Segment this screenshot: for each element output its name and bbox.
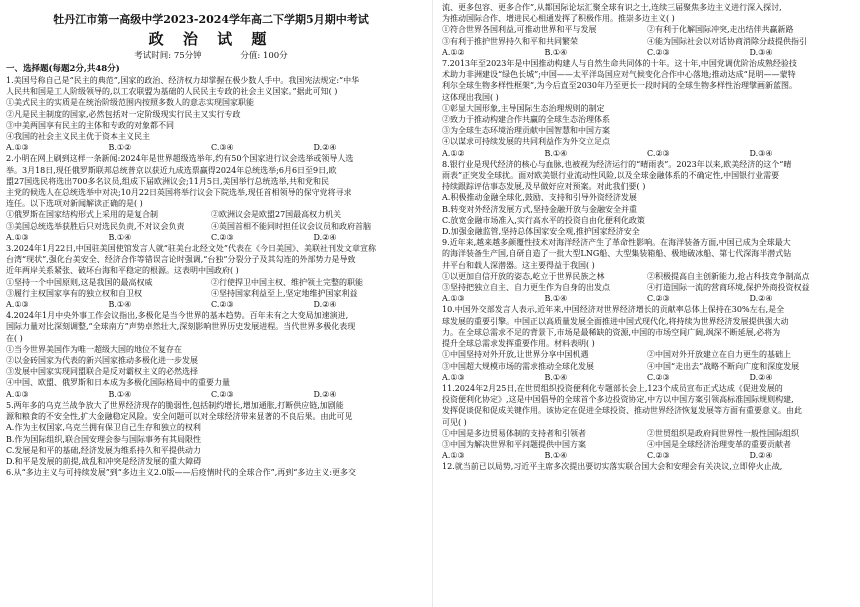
choice-c: C.②③ <box>211 389 234 399</box>
choice-a: A.作为主权国家,乌克兰拥有保卫自己生存和独立的权利 <box>6 423 201 433</box>
choice-c: C.②③ <box>647 148 670 158</box>
choice-d: D.②④ <box>749 372 773 382</box>
question-8 <box>442 159 852 237</box>
question-1 <box>6 75 416 153</box>
question-line: 主党的候选人在总统选举中对决;10月22日英国将举行议会下院选举,现任首相领导的保守党将寻求 <box>6 188 352 198</box>
question-line: 投资便利化协定》,这是中国倡导的全球首个多边投资协定,中方以中国方案引领高标准国际规则构建, <box>442 395 794 405</box>
question-3 <box>6 243 416 310</box>
school-title: 牡丹江市第一高级中学2023-2024学年高二下学期5月期中考试 <box>53 13 369 26</box>
choice-d: D.③④ <box>749 148 773 158</box>
statement-line: ②以金砖国家为代表的新兴国家推动多极化进一步发展 <box>6 356 198 366</box>
statement: ①俄罗斯在国家结构形式上采用的是复合制 <box>6 210 158 220</box>
column-divider <box>432 0 433 607</box>
question-line: 8.银行业是现代经济的核心与血脉,也被视为经济运行的“晴雨表”。2023年以来,欧美经济的这个“晴 <box>442 159 792 169</box>
statement-line: ①当今世界美国作为唯一超级大国的地位不复存在 <box>6 344 182 354</box>
choice-d: D.②④ <box>313 300 337 310</box>
choice-a: A.①③ <box>442 372 465 382</box>
statement: ①中国坚持对外开放,让世界分享中国机遇 <box>442 350 589 360</box>
statement: ③有利于推护世界持久和平和共同繁荣 <box>442 36 578 46</box>
question-4 <box>6 310 416 400</box>
statement-grid <box>442 428 852 450</box>
question-2 <box>6 153 416 243</box>
question-line: 这体现出我国( ) <box>442 92 499 102</box>
question-line: 3.2024年1月22日,中国驻美国使馆发言人就“驻美台北经文处”代表在《今日美国》、美联社刊发文章宣称 <box>6 244 376 254</box>
question-line: 利尔全球生物多样性框架”,为今后直至2030年乃至更长一段时间的全球生物多样性治理擘画新蓝图。 <box>442 81 797 91</box>
choice-a: A.①③ <box>6 300 29 310</box>
answer-choices <box>442 450 852 461</box>
question-line: 可见( ) <box>442 417 467 427</box>
statement: ②积极提高自主创新能力,抢占科技竞争制高点 <box>647 271 810 281</box>
choice-b: B.①④ <box>544 148 568 158</box>
choice-a: A.①③ <box>6 143 29 153</box>
question-line: 台湾“现状”,强化台美安全、经济合作等错误言论时强调,“台独”分裂分子及其勾连的外部势力是导致 <box>6 255 356 265</box>
question-6 <box>6 467 416 478</box>
subject-title: 政 治 试 题 <box>148 30 274 48</box>
choice-b: B.作为国际组织,联合国安理会参与国际事务有其局限性 <box>6 434 201 444</box>
choice-c: C.③④ <box>211 143 234 153</box>
statement-grid <box>442 349 852 371</box>
statement: ①符合世界各国利益,可推动世界和平与发展 <box>442 25 597 35</box>
choice-a: A.①② <box>442 148 465 158</box>
question-line: 持续跟踪评估事态发展,及早做好应对预案。对此我们要( ) <box>442 182 646 192</box>
statement-line: ④中国、欧盟、俄罗斯和日本成为多极化国际格局中的重要力量 <box>6 378 230 388</box>
answer-choices <box>442 148 852 159</box>
question-line: 1.美国号称自己是“民主的典范”,国家的政治、经济权力却掌握在极少数人手中。我国宪法规定:“中华 <box>6 76 360 85</box>
question-7 <box>442 58 852 159</box>
choice-a: A.①③ <box>6 232 29 242</box>
question-line: 2.小明在网上刷到这样一条新闻:2024年是世界超级选举年,约有50个国家进行议会选举或领导人选 <box>6 154 354 164</box>
statement-line: ②凡是民主制度的国家,必然包括对一定阶级现实行民主又实行专政 <box>6 109 241 119</box>
statement-line: ④以谋求可持续发展的共同利益作为外交立足点 <box>442 137 610 147</box>
question-line: 11.2024年2月25日,在世贸组织投资便利化专题部长会上,123个成员宣布正式达成《促进发展的 <box>442 383 783 393</box>
statement: ④打造国际一流的营商环境,保护外商投资权益 <box>647 283 810 293</box>
question-line: 为推动国际合作、增进民心相通发挥了积极作用。推崇多边主义( ) <box>442 14 675 24</box>
question-line: 9.近年来,越来越多颜覆性技术对海洋经济产生了革命性影响。在海洋装备方面,中国已成为全球最大 <box>442 238 791 248</box>
statement: ③中国为解决世界和平问题提供中国方案 <box>442 439 586 449</box>
choice-c: C.②③ <box>211 232 234 242</box>
question-line: 球发展的重要引擎。中国正以高质量发展全面推进中国式现代化,将持续为世界经济发展提供强大动 <box>442 316 789 326</box>
choice-a: A.积极推动金融全球化,鼓励、支持和引导外资经济发展 <box>442 193 637 203</box>
choice-d: D.②④ <box>313 232 337 242</box>
choice-b: B.①④ <box>544 294 568 304</box>
choice-b: B.转变对外经济发展方式,坚持金融开放与金融安全并重 <box>442 204 637 214</box>
statement-grid <box>442 24 852 46</box>
question-line: 盟27国选民将选出700多名议员,组成下届欧洲议会;11月5日,美国举行总统选举,共和党和民 <box>6 176 330 186</box>
question-line: 6.从“多边主义与可持续发展”到“多边主义2.0版——后疫情时代的全球合作”,再到“多边主义:更多交 <box>6 468 357 478</box>
answer-choices <box>6 142 416 153</box>
statement-grid <box>442 271 852 293</box>
statement: ③坚持把独立自主、自力更生作为自身的出发点 <box>442 283 610 293</box>
choice-d: D.②④ <box>313 389 337 399</box>
exam-time: 考试时间: 75分钟 <box>134 51 202 61</box>
question-line: 源和粮食的不安全性,扩大金融稳定风险。安全问题可以对全球经济带来显著的不良后果。由此可见 <box>6 412 353 422</box>
statement-line: ②致力于推动构建合作共赢的全球生态治理体系 <box>442 115 610 125</box>
exam-meta <box>6 50 416 63</box>
question-line: 10.中国外交部发言人表示,近年来,中国经济对世界经济增长的贡献率总体上保持在30%左右,是全 <box>442 305 785 315</box>
choice-b: B.①④ <box>108 389 132 399</box>
statement-line: ①美式民主的实质是在统治阶级范围内按照多数人的意志实现国家职能 <box>6 98 254 108</box>
statement-line: ①彰显大国形象,主导国际生态治理规则的制定 <box>442 103 605 113</box>
choice-b: B.①② <box>108 143 132 153</box>
question-9 <box>442 237 852 304</box>
question-12 <box>442 461 852 472</box>
statement-line: ④我国的社会主义民主优于资本主义民主 <box>6 132 150 142</box>
statement-line: ③中美两国享有民主的主体和专政的对象都不同 <box>6 120 174 130</box>
statement: ④中国是全球经济治理变革的重要贡献者 <box>647 439 791 449</box>
question-line: 举。3月18日,现任俄罗斯联邦总统普京以获近九成选票赢得2024年总统选举;6月6日至9日,欧 <box>6 165 337 175</box>
statement: ②行使捍卫中国主权、维护领土完整的职能 <box>211 277 363 287</box>
statement: ③履行主权国家享有的独立权和自卫权 <box>6 288 142 298</box>
question-line: 雨表”正突发全球扰。面对欧美银行业流动性风险,以及全球金融体系的不确定性,中国银行业需要 <box>442 171 780 181</box>
statement: ②有利于化解国际冲突,走出结伴共赢新路 <box>647 25 794 35</box>
question-5 <box>6 400 416 467</box>
choice-b: B.①④ <box>544 451 568 461</box>
question-line: 在( ) <box>6 333 23 343</box>
choice-c: C.②③ <box>211 300 234 310</box>
statement: ④中国“走出去”战略不断向广度和深度发展 <box>647 361 800 371</box>
statement: ④坚持国家利益至上,坚定地维护国家利益 <box>211 288 358 298</box>
statement-line: ③发展中国家实现同盟联合是反对霸权主义的必然选择 <box>6 367 198 377</box>
question-line: 4.2024年1月中央外事工作会议指出,多极化是当今世界的基本趋势。百年未有之大变局加速演进, <box>6 311 349 321</box>
statement: ①坚持一个中国原则,这是我国的最高权威 <box>6 277 153 287</box>
answer-choices <box>6 232 416 243</box>
question-line: 发挥促谈促和促成关键作用。该协定在促进全球投资、推动世界经济恢复发展等方面有重要意义。由此 <box>442 406 802 416</box>
choice-a: A.①③ <box>442 294 465 304</box>
question-11 <box>442 383 852 461</box>
choice-b: B.①④ <box>544 372 568 382</box>
choice-d: D.和平是发展的前提,战乱和冲突是经济发展的重大障碍 <box>6 456 202 466</box>
choice-c: C.发展是和平的基础,经济发展为维系持久和平提供动力 <box>6 445 201 455</box>
question-line: 国际力量对比深刻调整,“全球南方”声势卓然壮大,深刻影响世界历史发展进程。当代世界多极化表现 <box>6 322 356 332</box>
choice-c: C.②③ <box>647 451 670 461</box>
statement: ③中国超大规模市场的需求推动全球化发展 <box>442 361 594 371</box>
statement-grid <box>6 277 416 299</box>
statement: ①以更加自信开放的姿态,屹立于世界民族之林 <box>442 271 605 281</box>
right-column <box>442 2 852 473</box>
statement: ②世贸组织是政府间世界性一般性国际组织 <box>647 428 799 438</box>
question-10 <box>442 304 852 382</box>
statement: ④能为国际社会以对话协商消除分歧提供指引 <box>647 36 807 46</box>
statement-grid <box>6 209 416 231</box>
choice-b: B.①④ <box>108 232 132 242</box>
question-line: 井平台和载人深潜器。这主要得益于我国( ) <box>442 260 595 270</box>
choice-d: D.②④ <box>749 451 773 461</box>
choice-a: A.①③ <box>442 451 465 461</box>
choice-d: D.②④ <box>313 143 337 153</box>
statement: ③美国总统选举获胜后只对选民负责,不对议会负责 <box>6 221 185 231</box>
choice-b: B.①④ <box>544 47 568 57</box>
choice-d: D.加强金融监管,坚持总体国家安全观,推护国家经济安全 <box>442 227 640 237</box>
choice-b: B.①④ <box>108 300 132 310</box>
question-line: 5.两年多的乌克兰战争放大了世界经济现存的脆弱性,包括制约增长,增加通胀,打断供应链,加剧能 <box>6 400 344 410</box>
answer-choices <box>6 389 416 400</box>
question-line: 连任。以下选项对新闻解读正确的是( ) <box>6 199 143 209</box>
question-line: 的海洋装备生产国,自研自造了一批大型LNG船、大型集装箱船、极地破冰船、第七代深海半潜式钻 <box>442 249 792 259</box>
choice-c: C.②③ <box>647 372 670 382</box>
choice-a: A.①③ <box>6 389 29 399</box>
statement: ④英国首相不能同时担任议会议员和政府首脑 <box>211 221 371 231</box>
answer-choices <box>442 293 852 304</box>
answer-choices <box>6 299 416 310</box>
question-6-continued <box>442 2 852 58</box>
choice-c: C.放宽金融市场准入,实行高水平的投资自由化便利化政策 <box>442 215 645 225</box>
section-heading: 一、选择题(每题2分,共48分) <box>6 64 120 74</box>
question-line: 术助力非洲建设“绿色长城”;中国——太平洋岛国应对气候变化合作中心落地;推动达成“昆明——蒙特 <box>442 70 796 80</box>
question-line: 流、更多包容、更多合作”,从都国际论坛汇聚全球有识之士,连续三届聚焦多边主义进行深入探讨, <box>442 3 782 12</box>
question-line: 7.2013年至2023年是中国推动构建人与自然生命共同体的十年。这十年,中国党调优阶治成熟经验技 <box>442 59 797 69</box>
statement: ①中国是多边贸易体制的支持者和引领者 <box>442 428 586 438</box>
question-line: 力。在全球总需求不足的背景下,市场是最稀缺的资源,中国的市场空间广阔,飒深不断延展,必将为 <box>442 327 781 337</box>
exam-score: 分值: 100分 <box>240 51 288 61</box>
choice-d: D.②④ <box>749 294 773 304</box>
statement: ②中国对外开放建立在自力更生的基础上 <box>647 350 791 360</box>
choice-c: C.②③ <box>647 47 670 57</box>
choice-a: A.①② <box>442 47 465 57</box>
statement: ②欧洲议会是欧盟27国最高权力机关 <box>211 210 342 220</box>
choice-d: D.③④ <box>749 47 773 57</box>
answer-choices <box>442 47 852 58</box>
question-line: 人民共和国是工人阶级领导的,以工农联盟为基础的人民民主专政的社会主义国家。”据此可知( ) <box>6 87 338 97</box>
choice-c: C.②③ <box>647 294 670 304</box>
question-line: 近年两岸关系紧张、破坏台海和平稳定的根源。这表明中国政府( ) <box>6 266 239 276</box>
question-line: 提升全球总需求发挥重要作用。材料表明( ) <box>442 339 595 349</box>
answer-choices <box>442 372 852 383</box>
left-column <box>6 8 416 478</box>
question-line: 12.就当前已以局势,习近平主席多次提出要切实落实联合国大会和安理会有关决议,立即停火止战, <box>442 462 783 472</box>
statement-line: ③为全球生态环境治理贡献中国智慧和中国方案 <box>442 126 610 136</box>
